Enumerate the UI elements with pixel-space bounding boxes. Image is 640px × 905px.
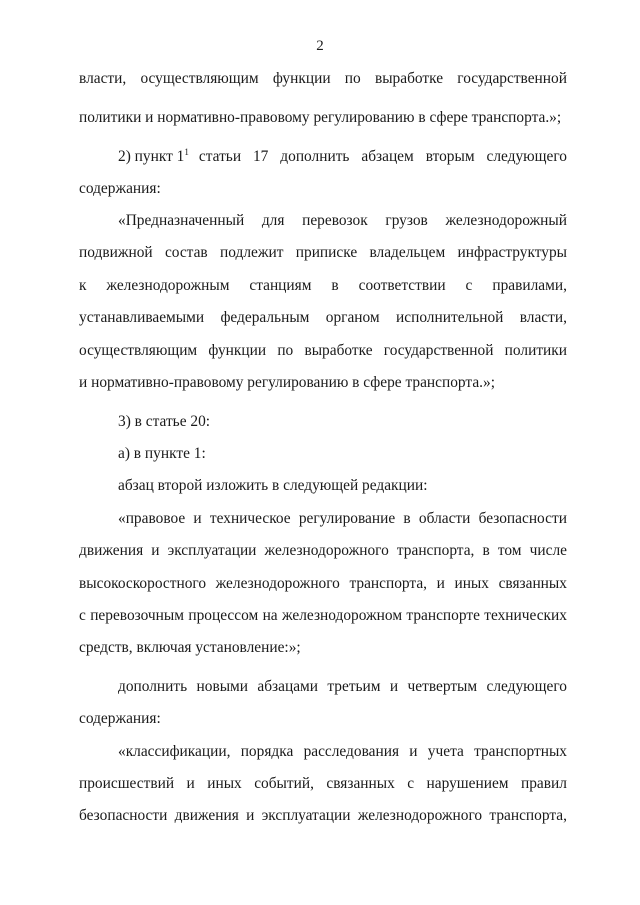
word: власти, <box>519 309 567 326</box>
text-line: политики и нормативно-правовому регулированию в сфере транспорта.»; <box>79 109 562 126</box>
word: приписке <box>295 244 358 261</box>
word: абзацами <box>257 678 319 695</box>
item-2-rest <box>199 147 567 167</box>
word: статьи <box>198 148 242 165</box>
word: станциям <box>249 277 312 294</box>
text-line <box>79 574 567 594</box>
word: связанных <box>498 575 567 592</box>
text-line <box>79 341 567 361</box>
word: и <box>246 807 255 824</box>
word: железнодорожном <box>281 607 403 624</box>
word: органом <box>325 309 380 326</box>
word: в <box>331 277 339 294</box>
word: государственной <box>383 342 494 359</box>
word: перевозок <box>302 212 368 229</box>
word: железнодорожного <box>215 575 340 592</box>
word: по <box>277 342 294 359</box>
word: правилами, <box>492 277 567 294</box>
word: в <box>482 542 490 559</box>
word: федеральным <box>220 309 310 326</box>
word: в <box>403 510 411 527</box>
text-line <box>118 211 567 231</box>
word: железнодорожным <box>106 277 230 294</box>
word: осуществляющим <box>140 70 259 87</box>
word: транспорта, <box>489 807 567 824</box>
word: том <box>497 542 522 559</box>
word: власти, <box>79 70 127 87</box>
text-line: содержания: <box>79 710 161 727</box>
word: исполнительной <box>396 309 504 326</box>
word: на <box>262 607 278 624</box>
word: иных <box>207 775 242 792</box>
word: выработке <box>304 342 373 359</box>
word: правил <box>520 775 567 792</box>
word: четвертым <box>407 678 478 695</box>
word: и <box>186 775 195 792</box>
text-line <box>79 774 567 794</box>
word: железнодорожного <box>357 807 483 824</box>
word: «Предназначенный <box>118 212 245 229</box>
word: устанавливаемыми <box>79 309 205 326</box>
word: функции <box>208 342 267 359</box>
word: иных <box>454 575 489 592</box>
word: «классификации, <box>118 743 231 760</box>
word: порядка <box>240 743 294 760</box>
word: функции <box>272 70 331 87</box>
word: и <box>409 743 418 760</box>
superscript: 1 <box>184 147 189 157</box>
word: и <box>436 575 445 592</box>
word: эксплуатации <box>261 807 351 824</box>
word: расследования <box>303 743 400 760</box>
text-line <box>79 276 567 296</box>
text-line <box>79 541 567 561</box>
word: и <box>151 542 160 559</box>
item-2-label: 2) пункт $1^1$ <box>118 147 189 165</box>
text-line: абзац второй изложить в следующей редакции: <box>118 477 428 494</box>
word: новыми <box>196 678 249 695</box>
word: процессом <box>188 607 259 624</box>
word: инфраструктуры <box>457 244 567 261</box>
word: технических <box>484 607 567 624</box>
word: по <box>344 70 361 87</box>
word: и <box>389 678 399 695</box>
text-line <box>79 308 567 328</box>
text-line <box>79 806 567 826</box>
word: техническое <box>209 510 291 527</box>
word: событий, <box>254 775 314 792</box>
word: третьим <box>327 678 381 695</box>
word: числе <box>529 542 567 559</box>
text-line: средств, включая установление:»; <box>79 639 301 656</box>
word: железнодорожного <box>264 542 389 559</box>
word: эксплуатации <box>167 542 257 559</box>
word: транспорта, <box>396 542 475 559</box>
word: нарушением <box>426 775 509 792</box>
word: состав <box>164 244 208 261</box>
text-line <box>118 509 567 529</box>
word: к <box>79 277 87 294</box>
word: 17 <box>252 148 269 165</box>
page-number: 2 <box>316 38 324 54</box>
text-line <box>79 69 567 89</box>
text-line-item-2 <box>118 147 567 167</box>
word: грузов <box>385 212 428 229</box>
word: вторым <box>425 148 475 165</box>
word: высокоскоростного <box>79 575 207 592</box>
word: и <box>193 510 202 527</box>
word: транспортных <box>474 743 567 760</box>
word: области <box>418 510 471 527</box>
text-line: и нормативно-правовому регулированию в сфере транспорта.»; <box>79 374 495 391</box>
word: дополнить <box>118 678 188 695</box>
word: движения <box>79 542 144 559</box>
word: с <box>79 607 86 624</box>
word: выработке <box>374 70 444 87</box>
word: регулирование <box>298 510 396 527</box>
word: подвижной <box>79 244 153 261</box>
word: соответствии <box>358 277 446 294</box>
word: с <box>465 277 473 294</box>
word: железнодорожный <box>445 212 567 229</box>
word: безопасности <box>478 510 567 527</box>
word: осуществляющим <box>79 342 198 359</box>
word: государственной <box>457 70 567 87</box>
word: следующего <box>486 678 567 695</box>
text-line <box>79 606 567 626</box>
word: перевозочным <box>90 607 184 624</box>
word: подлежит <box>220 244 284 261</box>
word: учета <box>427 743 464 760</box>
text-line: 3) в статье 20: <box>118 413 211 430</box>
word: следующего <box>486 148 567 165</box>
word: абзацем <box>361 148 414 165</box>
text-line <box>118 742 567 762</box>
word: с <box>407 775 415 792</box>
word: дополнить <box>280 148 350 165</box>
word: связанных <box>326 775 395 792</box>
text-line <box>118 677 567 697</box>
text-line: а) в пункте 1: <box>118 445 206 462</box>
text-line: содержания: <box>79 180 161 197</box>
text-line <box>79 243 567 263</box>
word: политики <box>504 342 567 359</box>
word: владельцем <box>369 244 446 261</box>
word: безопасности <box>79 807 168 824</box>
word: для <box>261 212 285 229</box>
word: «правовое <box>118 510 186 527</box>
word: движения <box>174 807 239 824</box>
word: происшествий <box>79 775 175 792</box>
word: транспорта, <box>349 575 428 592</box>
word: транспорте <box>406 607 480 624</box>
